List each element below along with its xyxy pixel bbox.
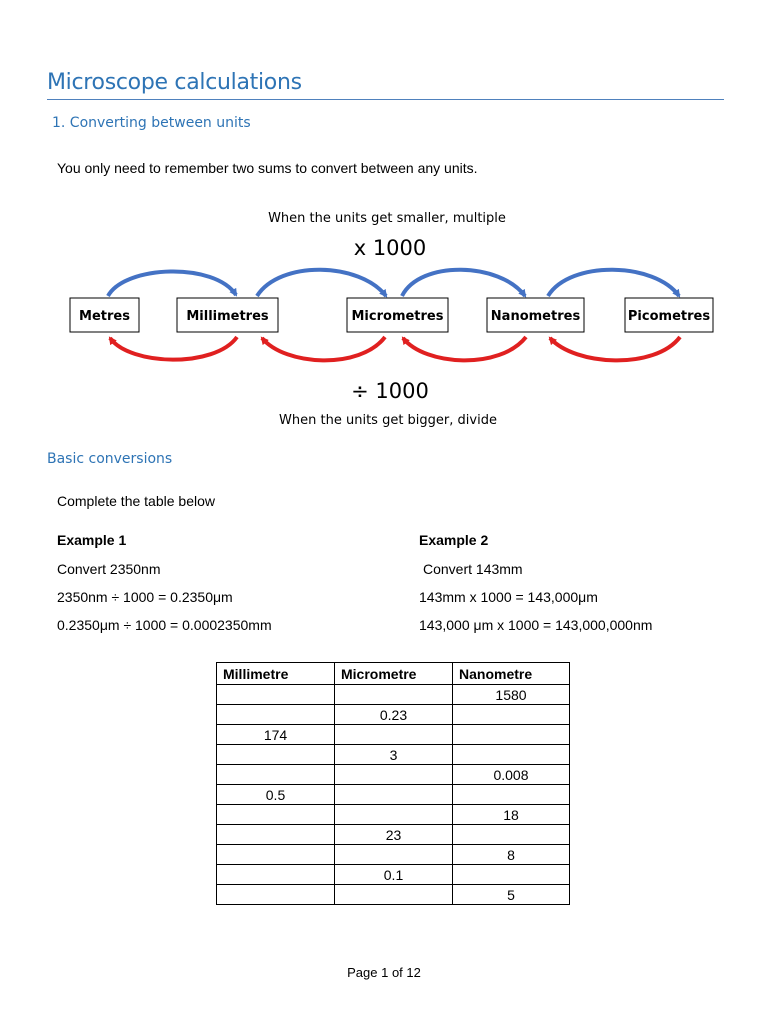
table-row xyxy=(217,865,570,885)
example2-label: Example 2 xyxy=(419,532,489,548)
multiply-factor: x 1000 xyxy=(353,236,427,260)
table-cell[interactable] xyxy=(453,785,570,805)
multiply-caption: When the units get smaller, multiple xyxy=(268,211,506,226)
example1-line2: 2350nm ÷ 1000 = 0.2350μm xyxy=(57,589,233,605)
table-cell[interactable] xyxy=(453,725,570,745)
table-cell[interactable] xyxy=(335,805,453,825)
table-cell[interactable]: 8 xyxy=(453,845,570,865)
unit-label-nanometres: Nanometres xyxy=(490,309,581,324)
example2-line1: Convert 143mm xyxy=(423,561,523,577)
table-cell[interactable] xyxy=(217,845,335,865)
basic-conversions-heading: Basic conversions xyxy=(47,451,173,467)
example2-line3: 143,000 μm x 1000 = 143,000,000nm xyxy=(419,617,653,633)
unit-label-millimetres: Millimetres xyxy=(186,309,269,324)
table-cell[interactable] xyxy=(335,785,453,805)
example1-line1: Convert 2350nm xyxy=(57,561,161,577)
unit-conversion-diagram xyxy=(0,200,768,440)
section-heading: 1. Converting between units xyxy=(52,115,251,131)
table-cell[interactable] xyxy=(335,685,453,705)
table-header-row xyxy=(217,663,570,685)
table-row xyxy=(217,765,570,785)
header-nanometre: Nanometre xyxy=(453,663,570,685)
table-cell[interactable]: 5 xyxy=(453,885,570,905)
table-cell[interactable]: 0.23 xyxy=(335,705,453,725)
example1-label: Example 1 xyxy=(57,532,127,548)
table-cell[interactable]: 174 xyxy=(217,725,335,745)
table-cell[interactable]: 0.5 xyxy=(217,785,335,805)
table-cell[interactable] xyxy=(217,865,335,885)
arrow-micrometres-to-millimetres xyxy=(262,337,385,360)
table-cell[interactable] xyxy=(335,765,453,785)
header-millimetre: Millimetre xyxy=(217,663,335,685)
table-row xyxy=(217,725,570,745)
table-cell[interactable] xyxy=(453,705,570,725)
page-number: Page 1 of 12 xyxy=(347,965,421,980)
divide-factor: ÷ 1000 xyxy=(351,379,429,403)
table-cell[interactable] xyxy=(453,825,570,845)
table-row xyxy=(217,845,570,865)
table-cell[interactable] xyxy=(217,765,335,785)
table-cell[interactable]: 1580 xyxy=(453,685,570,705)
page-title: Microscope calculations xyxy=(47,70,302,95)
table-cell[interactable]: 0.008 xyxy=(453,765,570,785)
table-cell[interactable] xyxy=(335,885,453,905)
arrow-nanometres-to-picometres xyxy=(548,270,679,296)
conversion-table xyxy=(216,662,570,905)
table-row xyxy=(217,705,570,725)
arrow-metres-to-millimetres xyxy=(108,271,236,296)
table-cell[interactable] xyxy=(453,745,570,765)
table-cell[interactable] xyxy=(453,865,570,885)
table-cell[interactable] xyxy=(217,705,335,725)
table-row xyxy=(217,825,570,845)
table-row xyxy=(217,685,570,705)
table-cell[interactable]: 23 xyxy=(335,825,453,845)
arrow-nanometres-to-micrometres xyxy=(403,337,526,360)
table-cell[interactable] xyxy=(217,805,335,825)
table-cell[interactable]: 3 xyxy=(335,745,453,765)
table-row xyxy=(217,885,570,905)
example1-line3: 0.2350μm ÷ 1000 = 0.0002350mm xyxy=(57,617,272,633)
table-cell[interactable]: 18 xyxy=(453,805,570,825)
arrow-picometres-to-nanometres xyxy=(550,337,680,360)
arrow-micrometres-to-nanometres xyxy=(402,270,525,296)
unit-label-metres: Metres xyxy=(79,309,130,324)
arrow-millimetres-to-micrometres xyxy=(257,270,386,296)
example2-line2: 143mm x 1000 = 143,000μm xyxy=(419,589,598,605)
table-cell[interactable] xyxy=(217,825,335,845)
table-instruction: Complete the table below xyxy=(57,493,215,509)
title-underline xyxy=(47,99,724,100)
table-cell[interactable] xyxy=(335,845,453,865)
header-micrometre: Micrometre xyxy=(335,663,453,685)
arrow-millimetres-to-metres xyxy=(110,337,237,360)
table-row xyxy=(217,785,570,805)
table-cell[interactable] xyxy=(217,685,335,705)
table-row xyxy=(217,745,570,765)
table-cell[interactable] xyxy=(217,745,335,765)
intro-text: You only need to remember two sums to convert between any units. xyxy=(57,160,478,176)
unit-label-picometres: Picometres xyxy=(627,309,711,324)
table-cell[interactable] xyxy=(335,725,453,745)
table-row xyxy=(217,805,570,825)
unit-label-micrometres: Micrometres xyxy=(351,309,444,324)
table-cell[interactable]: 0.1 xyxy=(335,865,453,885)
table-cell[interactable] xyxy=(217,885,335,905)
divide-caption: When the units get bigger, divide xyxy=(279,413,497,428)
